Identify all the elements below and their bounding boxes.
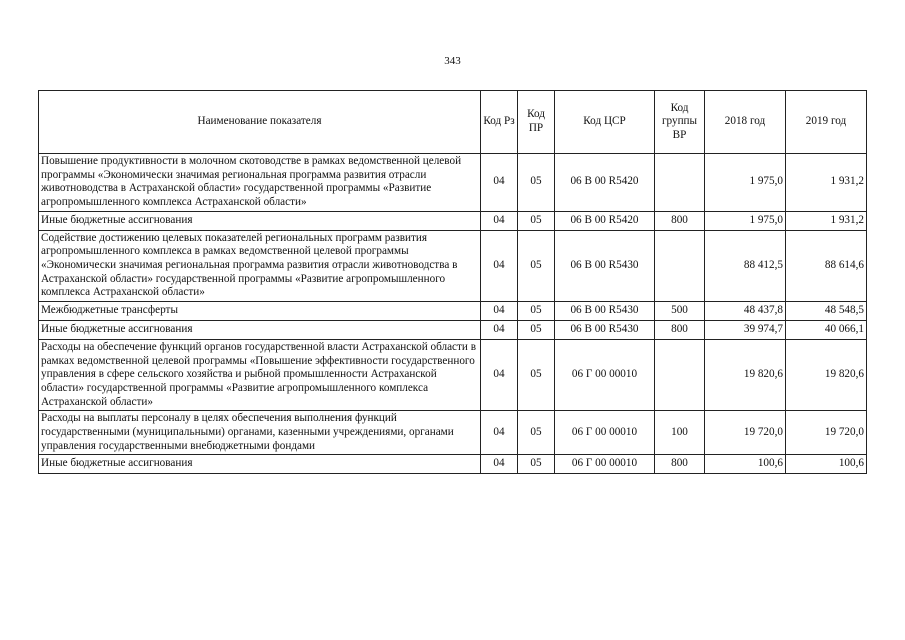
row-pr: 05 [518, 320, 555, 339]
row-2018: 19 820,6 [705, 339, 786, 410]
row-csr: 06 В 00 R5430 [555, 320, 655, 339]
row-2019: 48 548,5 [786, 301, 867, 320]
header-pr: Код ПР [518, 91, 555, 154]
row-rz: 04 [481, 339, 518, 410]
row-name: Иные бюджетные ассигнования [39, 211, 481, 230]
row-vr [655, 154, 705, 212]
header-rz: Код Рз [481, 91, 518, 154]
row-2019: 19 820,6 [786, 339, 867, 410]
page-number: 343 [444, 55, 461, 67]
row-name: Межбюджетные трансферты [39, 301, 481, 320]
row-vr: 800 [655, 211, 705, 230]
row-2018: 1 975,0 [705, 154, 786, 212]
header-name: Наименование показателя [39, 91, 481, 154]
row-2018: 88 412,5 [705, 230, 786, 301]
row-2019: 19 720,0 [786, 411, 867, 455]
table-row [39, 339, 867, 410]
row-2018: 1 975,0 [705, 211, 786, 230]
header-2018: 2018 год [705, 91, 786, 154]
row-2019: 40 066,1 [786, 320, 867, 339]
table-row [39, 230, 867, 301]
row-pr: 05 [518, 455, 555, 474]
row-name: Содействие достижению целевых показателей региональных программ развития агропромышленного комплекса в рамках ведомственной целевой программы «Экономически значимая региональная программа развития отрасли животноводства в Астраханской области» государственной программы «Развитие агропромышленного комплекса Астраханской области» [39, 230, 481, 301]
row-rz: 04 [481, 320, 518, 339]
row-2019: 88 614,6 [786, 230, 867, 301]
row-name: Расходы на выплаты персоналу в целях обеспечения выполнения функций государственными (муниципальными) органами, казенными учреждениями, органами управления государственными внебюджетными фондами [39, 411, 481, 455]
row-2019: 1 931,2 [786, 211, 867, 230]
header-csr: Код ЦСР [555, 91, 655, 154]
row-csr: 06 В 00 R5430 [555, 230, 655, 301]
row-2018: 48 437,8 [705, 301, 786, 320]
row-csr: 06 В 00 R5420 [555, 154, 655, 212]
row-rz: 04 [481, 411, 518, 455]
row-vr: 500 [655, 301, 705, 320]
table-row [39, 154, 867, 212]
row-pr: 05 [518, 301, 555, 320]
row-vr [655, 230, 705, 301]
row-2018: 19 720,0 [705, 411, 786, 455]
row-2019: 1 931,2 [786, 154, 867, 212]
row-rz: 04 [481, 230, 518, 301]
row-vr: 800 [655, 455, 705, 474]
table-row [39, 455, 867, 474]
table-row [39, 320, 867, 339]
row-rz: 04 [481, 455, 518, 474]
table-row [39, 301, 867, 320]
row-2018: 100,6 [705, 455, 786, 474]
row-pr: 05 [518, 411, 555, 455]
row-pr: 05 [518, 154, 555, 212]
row-2018: 39 974,7 [705, 320, 786, 339]
row-name: Повышение продуктивности в молочном скотоводстве в рамках ведомственной целевой программы «Экономически значимая региональная программа развития отрасли животноводства в Астраханской области» государственной программы «Развитие агропромышленного комплекса Астраханской области» [39, 154, 481, 212]
row-csr: 06 Г 00 00010 [555, 411, 655, 455]
header-vr: Код группы ВР [655, 91, 705, 154]
row-pr: 05 [518, 211, 555, 230]
row-rz: 04 [481, 301, 518, 320]
row-csr: 06 Г 00 00010 [555, 455, 655, 474]
table-row [39, 211, 867, 230]
budget-table [38, 90, 867, 474]
table-row [39, 411, 867, 455]
row-pr: 05 [518, 339, 555, 410]
row-vr: 100 [655, 411, 705, 455]
row-rz: 04 [481, 154, 518, 212]
row-vr [655, 339, 705, 410]
row-rz: 04 [481, 211, 518, 230]
row-name: Иные бюджетные ассигнования [39, 455, 481, 474]
row-vr: 800 [655, 320, 705, 339]
row-2019: 100,6 [786, 455, 867, 474]
row-csr: 06 Г 00 00010 [555, 339, 655, 410]
row-name: Расходы на обеспечение функций органов государственной власти Астраханской области в рамках ведомственной целевой программы «Повышение эффективности государственного управления в сфере сельского хозяйства и рыбной промышленности Астраханской области» государственной программы «Развитие агропромышленного комплекса Астраханской области» [39, 339, 481, 410]
row-csr: 06 В 00 R5430 [555, 301, 655, 320]
row-name: Иные бюджетные ассигнования [39, 320, 481, 339]
table-header-row [39, 91, 867, 154]
row-pr: 05 [518, 230, 555, 301]
row-csr: 06 В 00 R5420 [555, 211, 655, 230]
header-2019: 2019 год [786, 91, 867, 154]
